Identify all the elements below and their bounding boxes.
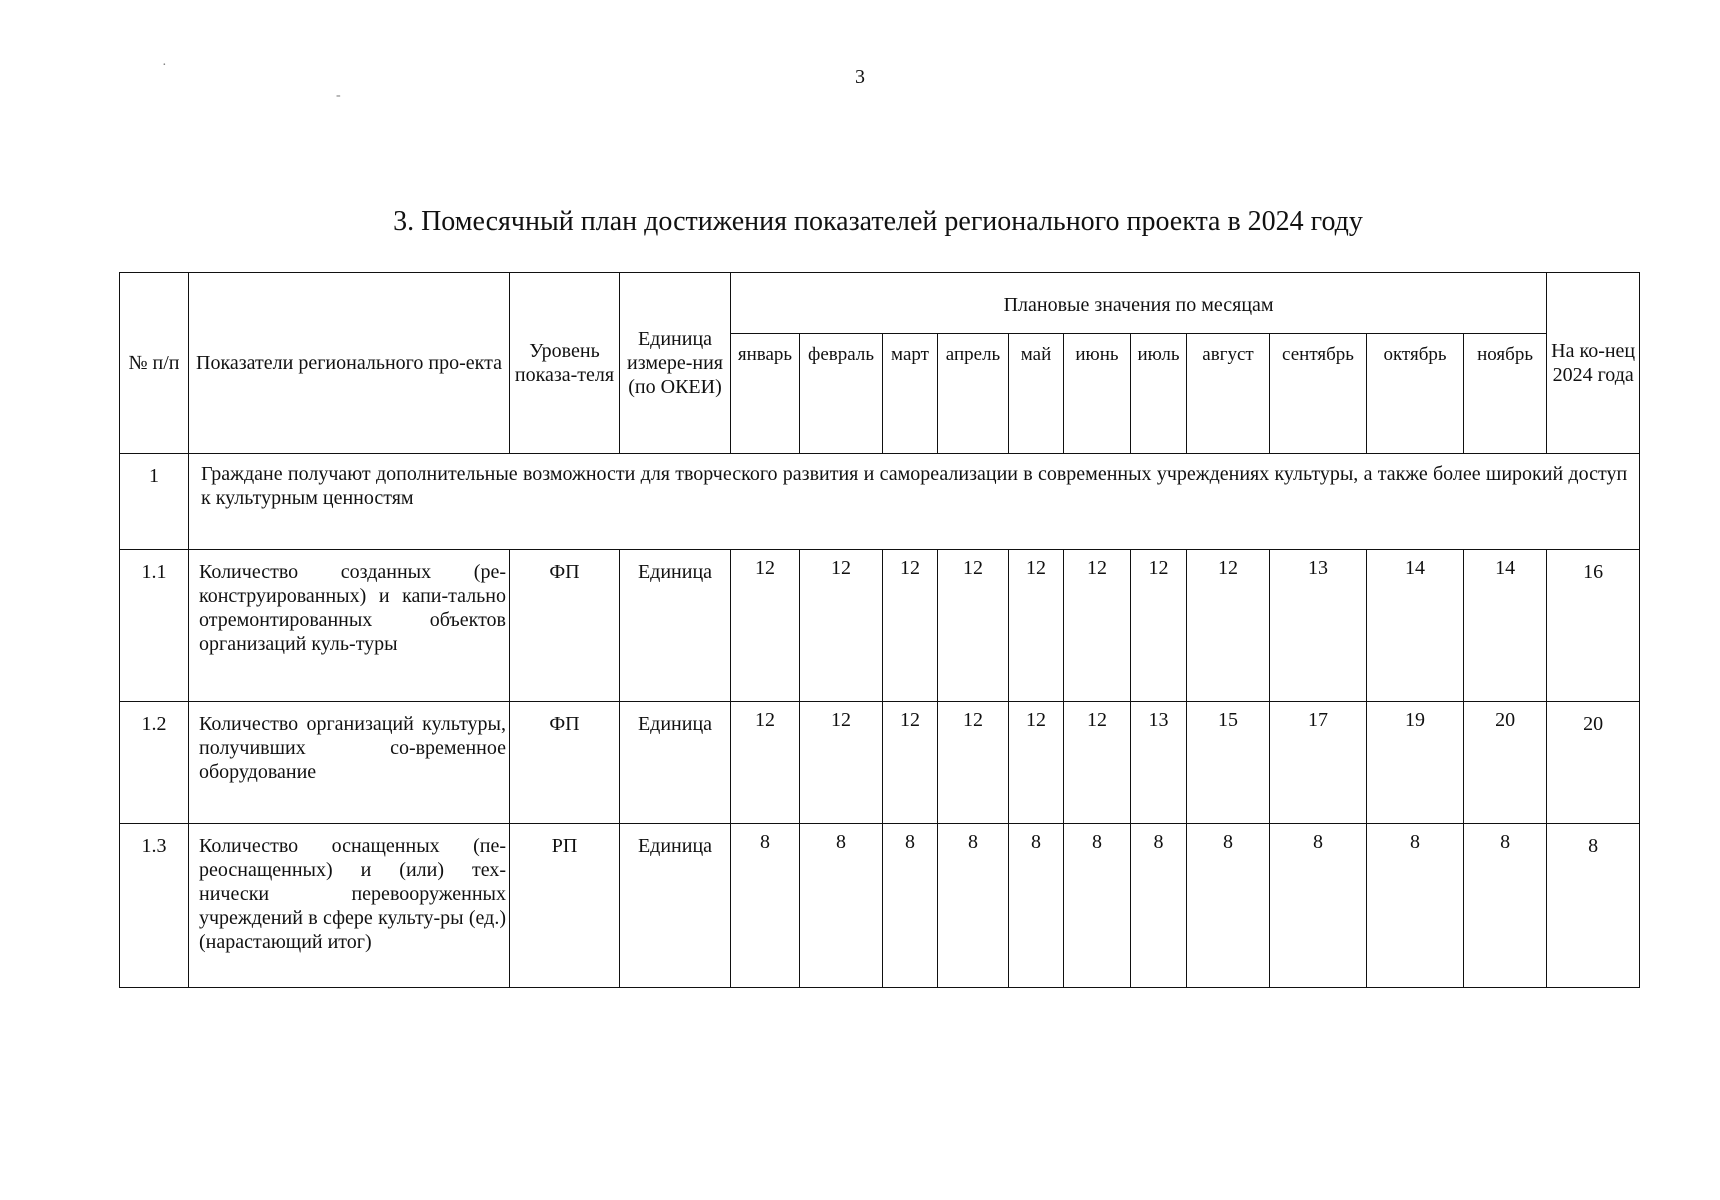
header-month: февраль [800, 334, 883, 454]
indicator-level: РП [510, 824, 620, 988]
month-value: 8 [800, 824, 883, 988]
header-num: № п/п [120, 273, 189, 454]
section-row [120, 454, 1640, 550]
scan-speck: - [336, 88, 341, 103]
row-num: 1.3 [120, 824, 189, 988]
header-month: июнь [1064, 334, 1131, 454]
month-value: 12 [1131, 550, 1187, 702]
header-month: октябрь [1367, 334, 1464, 454]
header-indicator: Показатели регионального про-екта [189, 273, 510, 454]
end-of-year-value: 8 [1547, 824, 1640, 988]
section-num: 1 [120, 454, 189, 550]
scan-speck: · [162, 58, 167, 73]
header-row-top [120, 273, 1640, 334]
month-value: 12 [883, 550, 938, 702]
row-num: 1.2 [120, 702, 189, 824]
indicator-name: Количество созданных (ре-конструированных) и капи-тально отремонтированных объектов организаций куль-туры [189, 550, 510, 702]
month-value: 12 [800, 550, 883, 702]
measure-unit: Единица [620, 702, 731, 824]
header-month: май [1009, 334, 1064, 454]
month-value: 8 [938, 824, 1009, 988]
table-row [120, 824, 1640, 988]
month-value: 8 [1464, 824, 1547, 988]
end-of-year-value: 16 [1547, 550, 1640, 702]
month-value: 14 [1367, 550, 1464, 702]
month-value: 20 [1464, 702, 1547, 824]
header-month: ноябрь [1464, 334, 1547, 454]
month-value: 12 [883, 702, 938, 824]
header-month: апрель [938, 334, 1009, 454]
measure-unit: Единица [620, 824, 731, 988]
indicator-level: ФП [510, 702, 620, 824]
indicator-name: Количество организаций культуры, получивших со-временное оборудование [189, 702, 510, 824]
row-num: 1.1 [120, 550, 189, 702]
month-value: 12 [1009, 550, 1064, 702]
month-value: 8 [1009, 824, 1064, 988]
end-of-year-value: 20 [1547, 702, 1640, 824]
header-unit: Единица измере-ния (по ОКЕИ) [620, 273, 731, 454]
month-value: 12 [731, 550, 800, 702]
month-value: 13 [1270, 550, 1367, 702]
page-number: 3 [855, 66, 865, 88]
month-value: 12 [1064, 702, 1131, 824]
month-value: 12 [1009, 702, 1064, 824]
month-value: 8 [1064, 824, 1131, 988]
month-value: 12 [938, 702, 1009, 824]
month-value: 12 [938, 550, 1009, 702]
table-row [120, 550, 1640, 702]
month-value: 13 [1131, 702, 1187, 824]
month-value: 8 [1187, 824, 1270, 988]
measure-unit: Единица [620, 550, 731, 702]
month-value: 15 [1187, 702, 1270, 824]
table-row [120, 702, 1640, 824]
month-value: 14 [1464, 550, 1547, 702]
month-value: 8 [883, 824, 938, 988]
header-month: июль [1131, 334, 1187, 454]
header-level: Уровень показа-теля [510, 273, 620, 454]
month-value: 8 [731, 824, 800, 988]
header-monthly-group: Плановые значения по месяцам [731, 273, 1547, 334]
month-value: 8 [1367, 824, 1464, 988]
month-value: 17 [1270, 702, 1367, 824]
month-value: 12 [800, 702, 883, 824]
header-month: август [1187, 334, 1270, 454]
section-text: Граждане получают дополнительные возможности для творческого развития и самореализации в современных учреждениях культуры, а также более широкий доступ к культурным ценностям [189, 454, 1640, 550]
header-end-of-year: На ко-нец 2024 года [1547, 273, 1640, 454]
month-value: 12 [731, 702, 800, 824]
header-month: сентябрь [1270, 334, 1367, 454]
header-month: март [883, 334, 938, 454]
indicator-level: ФП [510, 550, 620, 702]
header-month: январь [731, 334, 800, 454]
document-title: 3. Помесячный план достижения показателей регионального проекта в 2024 году [393, 206, 1363, 237]
monthly-plan-table [119, 272, 1640, 988]
month-value: 12 [1187, 550, 1270, 702]
month-value: 12 [1064, 550, 1131, 702]
month-value: 19 [1367, 702, 1464, 824]
month-value: 8 [1270, 824, 1367, 988]
indicator-name: Количество оснащенных (пе-реоснащенных) и (или) тех-нически перевооруженных учреждений в сфере культу-ры (ед.) (нарастающий итог) [189, 824, 510, 988]
month-value: 8 [1131, 824, 1187, 988]
